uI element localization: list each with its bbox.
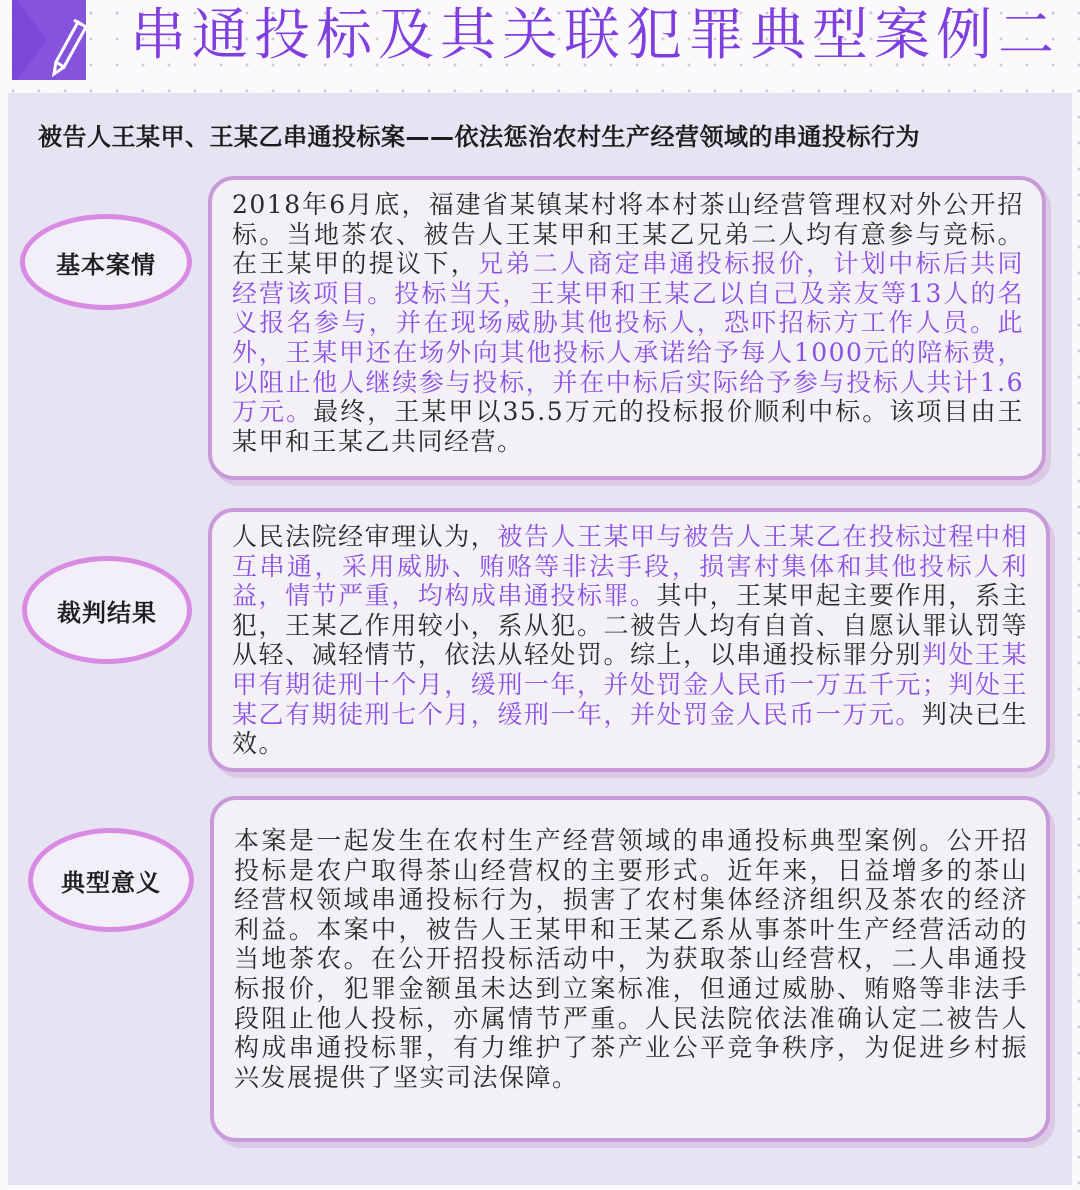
section-label-text: 典型意义 — [61, 868, 161, 897]
text-segment: 人民法院经审理认为， — [232, 522, 498, 551]
highlight-segment: 兄弟二人商定串通投标报价，计划中标后共同经营该项目。投标当天，王某甲和王某乙以自己及亲友等13人的名义报名参与，并在现场威胁其他投标人，恐吓招标方工作人员。此外，王某甲还在场外向其他投标人承诺给予每人1000元的陪标费，以阻止他人继续参与投标，并在中标后实际给予参与投标人共计1.6万元。 — [232, 249, 1024, 427]
section-card-basic-facts — [208, 176, 1046, 480]
section-card-significance — [210, 796, 1050, 1142]
text-segment: 其中，王某甲起主要作用，系主犯，王某乙作用较小，系从犯。二被告人均有自首、自愿认罪认罚等从轻、减轻情节，依法从轻处罚。综上，以串通投标罪分别 — [232, 581, 1028, 670]
section-card-judgment — [208, 508, 1050, 772]
highlight-segment: 判处王某甲有期徒刑十个月，缓刑一年，并处罚金人民币一万五千元；判处王某乙有期徒刑七个月，缓刑一年，并处罚金人民币一万元。 — [232, 640, 1028, 729]
text-segment: 判决已生效。 — [232, 699, 1028, 759]
text-segment: 最终，王某甲以35.5万元的投标报价顺利中标。该项目由王某甲和王某乙共同经营。 — [232, 397, 1024, 456]
section-body-basic-facts — [232, 190, 1024, 456]
section-label-text: 基本案情 — [56, 250, 156, 279]
section-label-significance — [28, 828, 194, 932]
case-subtitle: 被告人王某甲、王某乙串通投标案——依法惩治农村生产经营领域的串通投标行为 — [38, 123, 920, 151]
pencil-edit-icon — [12, 0, 86, 80]
section-label-judgment — [22, 556, 192, 664]
section-body-significance — [234, 826, 1028, 1092]
section-label-text: 裁判结果 — [57, 598, 157, 627]
section-body-judgment — [232, 522, 1028, 759]
highlight-segment: 被告人王某甲与被告人王某乙在投标过程中相互串通，采用威胁、贿赂等非法手段，损害村集体和其他投标人利益，情节严重，均构成串通投标罪。 — [232, 522, 1028, 611]
text-segment: 本案是一起发生在农村生产经营领域的串通投标典型案例。公开招投标是农户取得茶山经营权的主要形式。近年来，日益增多的茶山经营权领域串通投标行为，损害了农村集体经济组织及茶农的经济利益。本案中，被告人王某甲和王某乙系从事茶叶生产经营活动的当地茶农。在公开招投标活动中，为获取茶山经营权，二人串通投标报价，犯罪金额虽未达到立案标准，但通过威胁、贿赂等非法手段阻止他人投标，亦属情节严重。人民法院依法准确认定二被告人构成串通投标罪，有力维护了茶产业公平竞争秩序，为促进乡村振兴发展提供了坚实司法保障。 — [234, 826, 1028, 1092]
section-label-basic-facts — [20, 214, 192, 310]
text-segment: 2018年6月底，福建省某镇某村将本村茶山经营管理权对外公开招标。当地茶农、被告人王某甲和王某乙兄弟二人均有意参与竞标。在王某甲的提议下， — [232, 190, 1024, 279]
page-title: 串通投标及其关联犯罪典型案例二 — [130, 3, 1060, 68]
